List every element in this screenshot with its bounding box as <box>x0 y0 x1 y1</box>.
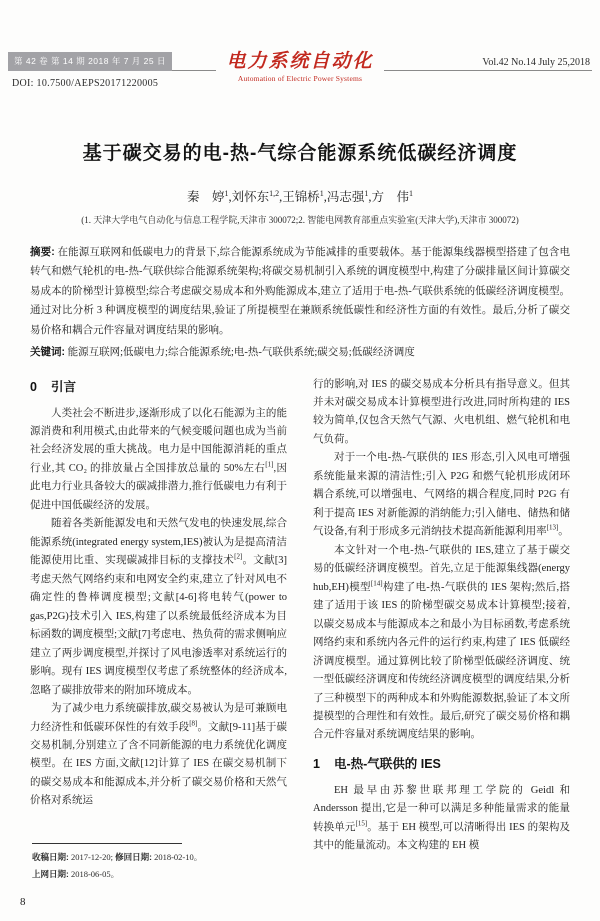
paper-title: 基于碳交易的电-热-气综合能源系统低碳经济调度 <box>82 143 518 164</box>
section-heading-0: 0 引言 <box>30 379 76 394</box>
issue-box: 第 42 卷 第 14 期 2018 年 7 月 25 日 <box>8 52 172 71</box>
authors-line <box>30 187 570 205</box>
keywords-label: 关键词: <box>30 346 65 359</box>
author: 王锦桥$^1$, <box>282 188 327 204</box>
keywords <box>30 343 570 362</box>
journal-logo <box>0 46 600 83</box>
right-column <box>313 376 570 856</box>
footnote-dates-line2: 上网日期: 2018-06-05。 <box>32 868 120 879</box>
paper-content <box>30 138 570 856</box>
body-columns <box>30 376 570 856</box>
author: 冯志强$^1$, <box>326 188 372 204</box>
page-number: 8 <box>20 896 26 908</box>
left-column <box>30 376 287 811</box>
footnote-dates-line1: 收稿日期: 2017-12-20; 修回日期: 2018-02-10。 <box>32 852 203 862</box>
doi: DOI: 10.7500/AEPS20171220005 <box>12 78 159 89</box>
abstract-label: 摘要: <box>30 246 55 258</box>
author: 方 伟$^1$ <box>371 188 414 204</box>
footnote <box>32 843 294 882</box>
author: 秦 婷$^1$, <box>186 188 232 204</box>
journal-name-cn: 电力系统自动化 <box>216 46 383 73</box>
paragraph: 本文针对一个电-热-气联供的 IES,建立了基于碳交易的低碳经济调度模型。首先,立足于能源集线器(energy hub,EH)模型[14]构建了电-热-气联供的 IES 架构;然后,搭建了适用于该 IES 的阶梯型碳交易成本计算模型;接着,以碳交易成本与能源成本之和最小为目标函数,考虑系统网络约束和系统内各元件的运行约束,构建了 IES 低碳经济调度模型。通过算例比较了阶梯型低碳经济调度、统一型低碳经济调度和传统经济调度模型的调度结果,分析了三种模型下的两种成本和外购能源数据,验证了本文所提模型的合理性和有效性。最后,研究了碳交易价格和耦合元件容量对系统调度结果的影响。 <box>313 544 570 741</box>
author: 刘怀东$^{1,2}$, <box>231 188 283 204</box>
keywords-text: 能源互联网;低碳电力;综合能源系统;电-热-气联供系统;碳交易;低碳经济调度 <box>67 347 415 359</box>
volume-info: Vol.42 No.14 July 25,2018 <box>482 57 590 68</box>
paragraph: 为了减少电力系统碳排放,碳交易被认为是可兼顾电力经济性和低碳环保性的有效手段[8]。文献[9-11]基于碳交易机制,分别建立了含不同新能源的电力系统优化调度模型。在 IES 方面,文献[12]计算了 IES 在碳交易机制下的碳交易成本和能源成本,并分析了碳交易价格和天然气价格对系统运 <box>30 703 287 807</box>
abstract-text: 在能源互联网和低碳电力的背景下,综合能源系统成为节能减排的重要载体。基于能源集线器模型搭建了包含电转气和燃气轮机的电-热-气联供综合能源系统架构;将碳交易机制引入系统的调度模型中,构建了分碳排量区间计算碳交易成本的阶梯型计算模型;综合考虑碳交易成本和外购能源成本,建立了适用于电-热-气联供系统的低碳经济调度模型。通过对比分析 3 种调度模型的调度结果,验证了所提模型在兼顾系统低碳性和经济性方面的有效性。最后,分析了碳交易价格和耦合元件容量对调度结果的影响。 <box>30 247 571 336</box>
affiliation: (1. 天津大学电气自动化与信息工程学院,天津市 300072;2. 智能电网教育部重点实验室(天津大学),天津市 300072) <box>81 215 519 225</box>
paragraph: 人类社会不断进步,逐渐形成了以化石能源为主的能源消费和利用模式,由此带来的气候变暖问题也成为当前社会经济发展的重大挑战。电力是中国能源消耗的重点行业,其 CO₂ 的排放量占全国排放总量的 50%左右[1],因此电力行业具备较大的碳减排潜力,推行低碳电力有利于促进中国低碳经济的发展。 <box>30 407 287 511</box>
paragraph: 对于一个电-热-气联供的 IES 形态,引入风电可增强系统能量来源的清洁性;引入 P2G 和燃气轮机形成闭环耦合系统,可以增强电、气网络的耦合程度,同时 P2G 有利于提高 IES 对新能源的消纳能力;引入储电、储热和储气设备,有利于形成多元消纳技术提高新能源利用率[13]。 <box>313 452 570 538</box>
abstract <box>30 243 570 340</box>
paragraph: 行的影响,对 IES 的碳交易成本分析具有指导意义。但其并未对碳交易成本计算模型进行改进,同时所构建的 IES 较为简单,仅包含天然气气源、火电机组、燃气轮机和电气负荷。 <box>313 378 570 445</box>
paragraph: EH 最早由苏黎世联邦理工学院的 Geidl 和 Andersson 提出,它是一种可以满足多种能量需求的能量转换单元[15]。基于 EH 模型,可以清晰得出 IES 的架构及其中的能量流动。本文构建的 EH 模 <box>313 784 571 852</box>
footnote-divider <box>32 843 182 844</box>
section-heading-1: 1 电-热-气联供的 IES <box>313 756 441 771</box>
journal-name-en: Automation of Electric Power Systems <box>237 74 363 83</box>
paragraph: 随着各类新能源发电和天然气发电的快速发展,综合能源系统(integrated energy system,IES)被认为是提高清洁能源使用比重、实现碳减排目标的支撑技术[2]。文献[3]考虑天然气网络约束和电网安全约束,建立了针对风电不确定性的鲁棒调度模型;文献[4-6]将电转气(power to gas,P2G)技术引入 IES,构建了以系统最低经济成本为目标函数的调度模型;文献[7]考虑电、热负荷的需求侧响应建立了两步调度模型,并探讨了风电渗透率对系统运行的影响。现有 IES 调度模型仅考虑了系统整体的经济成本,忽略了碳排放带来的附加环境成本。 <box>30 518 287 696</box>
